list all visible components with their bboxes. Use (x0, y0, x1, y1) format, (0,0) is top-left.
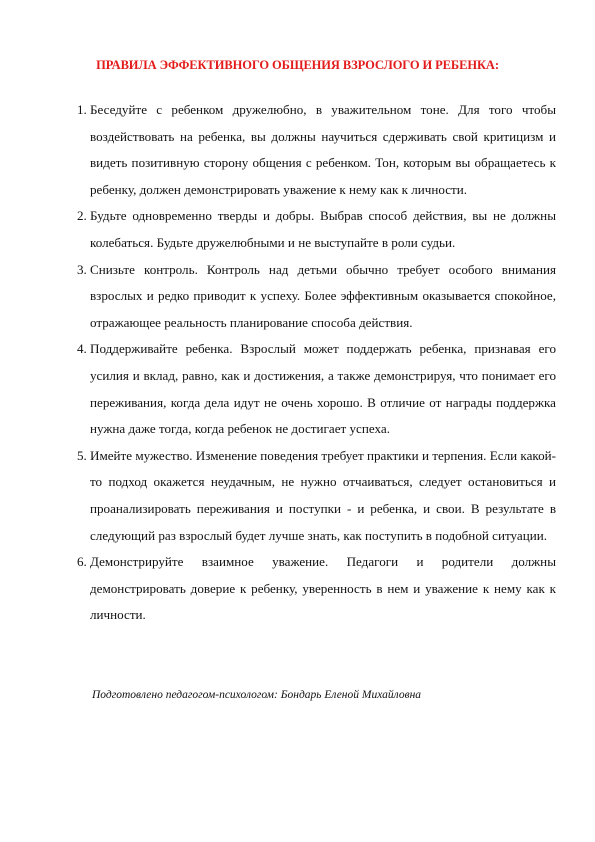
rule-number: 5. (77, 447, 87, 463)
rule-number: 4. (77, 341, 87, 357)
rule-number: 3. (77, 261, 87, 277)
rule-text: Имейте мужество. Изменение поведения требует практики и терпения. Если какой-то подход окажется неудачным, не нужно отчаиваться, следует остановиться и проанализировать переживания и поступки - и ребенка, и свои. В результате в следующий раз взрослый будет лучше знать, как поступить в подобной ситуации. (90, 447, 556, 543)
rule-number: 2. (77, 208, 87, 224)
rule-text: Снизьте контроль. Контроль над детьми обычно требует особого внимания взрослых и редко приводит к успеху. Более эффективным оказывается спокойное, отражающее реальность планирование способа действия. (90, 261, 556, 330)
document-title: ПРАВИЛА ЭФФЕКТИВНОГО ОБЩЕНИЯ ВЗРОСЛОГО И РЕБЕНКА: (96, 58, 499, 72)
rules-list (72, 97, 556, 629)
rule-number: 6. (77, 554, 87, 570)
rule-item (72, 257, 556, 337)
rule-number: 1. (77, 102, 87, 117)
rule-text: Поддерживайте ребенка. Взрослый может поддержать ребенка, признавая его усилия и вклад, равно, как и достижения, а также демонстрируя, что понимает его переживания, когда дела идут не очень хорошо. В отличие от награды поддержка нужна даже тогда, когда ребенок не достигает успеха. (90, 341, 556, 437)
rule-item (72, 336, 556, 442)
rule-text: Беседуйте с ребенком дружелюбно, в уважительном тоне. Для того чтобы воздействовать на ребенка, вы должны научиться сдерживать свой критицизм и видеть позитивную сторону общения с ребенком. Тон, которым вы обращаетесь к ребенку, должен демонстрировать уважение к нему как к личности. (90, 102, 556, 197)
rule-text: Демонстрируйте взаимное уважение. Педагоги и родители должны демонстрировать доверие к ребенку, уверенность в нем и уважение к нему как к личности. (90, 554, 556, 623)
author-signature: Подготовлено педагогом-психологом: Бондарь Еленой Михайловна (92, 689, 422, 701)
rule-item (72, 97, 556, 203)
rule-item (72, 549, 556, 629)
rule-text: Будьте одновременно тверды и добры. Выбрав способ действия, вы не должны колебаться. Будьте дружелюбными и не выступайте в роли судьи. (90, 208, 556, 250)
rule-item (72, 203, 556, 256)
rule-item (72, 443, 556, 549)
